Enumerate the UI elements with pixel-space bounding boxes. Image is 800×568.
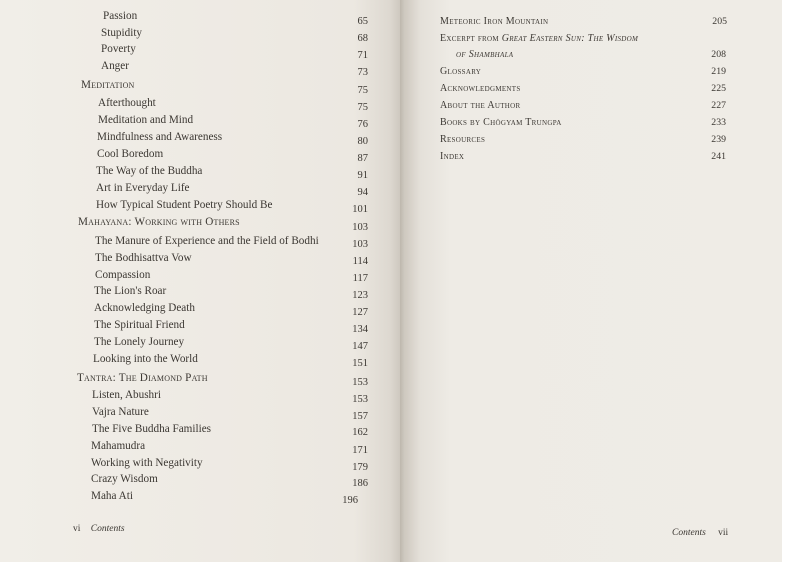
toc-entry-meditation-and-mind: Meditation and Mind [98,114,194,126]
toc-page-mindfulness-and-awareness: 80 [357,136,368,147]
toc-page-listen-abushri: 153 [352,394,368,405]
toc-entry-art-in-everyday-life: Art in Everyday Life [96,182,190,194]
toc-entry-acknowledgments: Acknowledgments [440,83,521,94]
toc-entry-meteoric-iron-mountain: Meteoric Iron Mountain [440,16,549,27]
right-page [405,0,782,562]
toc-page-glossary: 219 [711,66,726,77]
toc-entry-maha-ati: Maha Ati [91,490,133,502]
toc-entry-crazy-wisdom: Crazy Wisdom [91,473,158,485]
toc-entry-manure-of-experience: The Manure of Experience and the Field of Bodhi [95,235,319,247]
toc-entry-about-the-author: About the Author [440,100,521,111]
toc-page-cool-boredom: 87 [357,153,368,164]
toc-entry-mindfulness-and-awareness: Mindfulness and Awareness [97,131,223,143]
toc-entry-lions-roar: The Lion's Roar [94,285,167,297]
toc-entry-stupidity: Stupidity [101,27,143,39]
toc-entry-glossary: Glossary [440,66,482,77]
toc-entry-vajra-nature: Vajra Nature [92,406,149,418]
toc-page-looking-into-the-world: 151 [352,358,368,369]
left-folio: vi [73,524,81,534]
toc-page-acknowledging-death: 127 [352,307,368,318]
toc-page-meditation: 75 [357,85,368,96]
toc-page-poverty: 71 [357,50,368,61]
toc-page-maha-ati: 196 [342,495,358,506]
toc-page-mahamudra: 171 [352,445,368,456]
toc-entry-poverty: Poverty [101,43,136,55]
toc-entry-of-shambhala [456,48,513,61]
toc-page-resources: 239 [711,134,726,145]
toc-entry-acknowledging-death: Acknowledging Death [94,302,195,314]
toc-entry-excerpt-great-eastern-sun [440,32,638,45]
toc-section-mahayana: Mahayana: Working with Others [78,216,240,228]
right-running-head: Contents [672,528,706,538]
toc-page-compassion: 117 [352,273,368,284]
toc-page-spiritual-friend: 134 [352,324,368,335]
toc-page-acknowledgments: 225 [711,83,726,94]
toc-page-stupidity: 68 [357,33,368,44]
toc-page-working-with-negativity: 179 [352,462,368,473]
toc-page-five-buddha-families: 162 [352,427,368,438]
toc-page-mahayana: 103 [352,222,368,233]
toc-page-way-of-the-buddha: 91 [357,170,368,181]
toc-page-passion: 65 [357,16,368,27]
toc-page-lions-roar: 123 [352,290,368,301]
excerpt-title-cont: of Shambhala [456,49,514,60]
toc-entry-cool-boredom: Cool Boredom [97,148,164,160]
toc-entry-bodhisattva-vow: The Bodhisattva Vow [95,252,192,264]
toc-page-about-the-author: 227 [711,100,726,111]
left-footer [73,523,125,535]
left-running-head: Contents [90,524,125,534]
toc-page-vajra-nature: 157 [352,411,368,422]
excerpt-title: Great Eastern Sun: The Wisdom [501,33,639,44]
toc-entry-books-by-trungpa: Books by Chögyam Trungpa [440,117,562,128]
toc-page-crazy-wisdom: 186 [352,478,368,489]
toc-entry-working-with-negativity: Working with Negativity [91,457,203,469]
toc-page-bodhisattva-vow: 114 [352,256,368,267]
toc-entry-resources: Resources [440,134,486,145]
toc-page-student-poetry: 101 [352,204,368,215]
excerpt-prefix: Excerpt from [440,33,502,44]
right-folio: vii [718,528,729,538]
toc-entry-looking-into-the-world: Looking into the World [93,353,198,365]
toc-entry-student-poetry: How Typical Student Poetry Should Be [96,199,273,211]
toc-page-anger: 73 [357,67,368,78]
toc-page-index: 241 [711,151,726,162]
left-page [0,0,402,562]
toc-page-meteoric-iron-mountain: 205 [712,16,727,27]
toc-page-lonely-journey: 147 [352,341,368,352]
toc-page-tantra: 153 [352,377,368,388]
toc-entry-mahamudra: Mahamudra [91,440,146,452]
right-footer [672,527,728,539]
toc-section-meditation: Meditation [81,79,135,91]
toc-entry-anger: Anger [101,60,129,72]
toc-entry-five-buddha-families: The Five Buddha Families [92,423,212,435]
toc-entry-compassion: Compassion [95,269,151,281]
toc-page-art-in-everyday-life: 94 [357,187,368,198]
toc-page-manure-of-experience: 103 [352,239,368,250]
toc-entry-passion: Passion [103,10,138,22]
toc-entry-spiritual-friend: The Spiritual Friend [94,319,185,331]
toc-page-afterthought: 75 [357,102,368,113]
toc-entry-afterthought: Afterthought [98,97,156,109]
toc-page-books-by-trungpa: 233 [711,117,726,128]
toc-page-meditation-and-mind: 76 [357,119,368,130]
toc-entry-lonely-journey: The Lonely Journey [94,336,185,348]
toc-entry-index: Index [440,151,465,162]
toc-entry-way-of-the-buddha: The Way of the Buddha [96,165,203,177]
toc-entry-listen-abushri: Listen, Abushri [92,389,161,401]
toc-page-excerpt: 208 [711,49,726,60]
toc-section-tantra: Tantra: The Diamond Path [77,372,208,384]
